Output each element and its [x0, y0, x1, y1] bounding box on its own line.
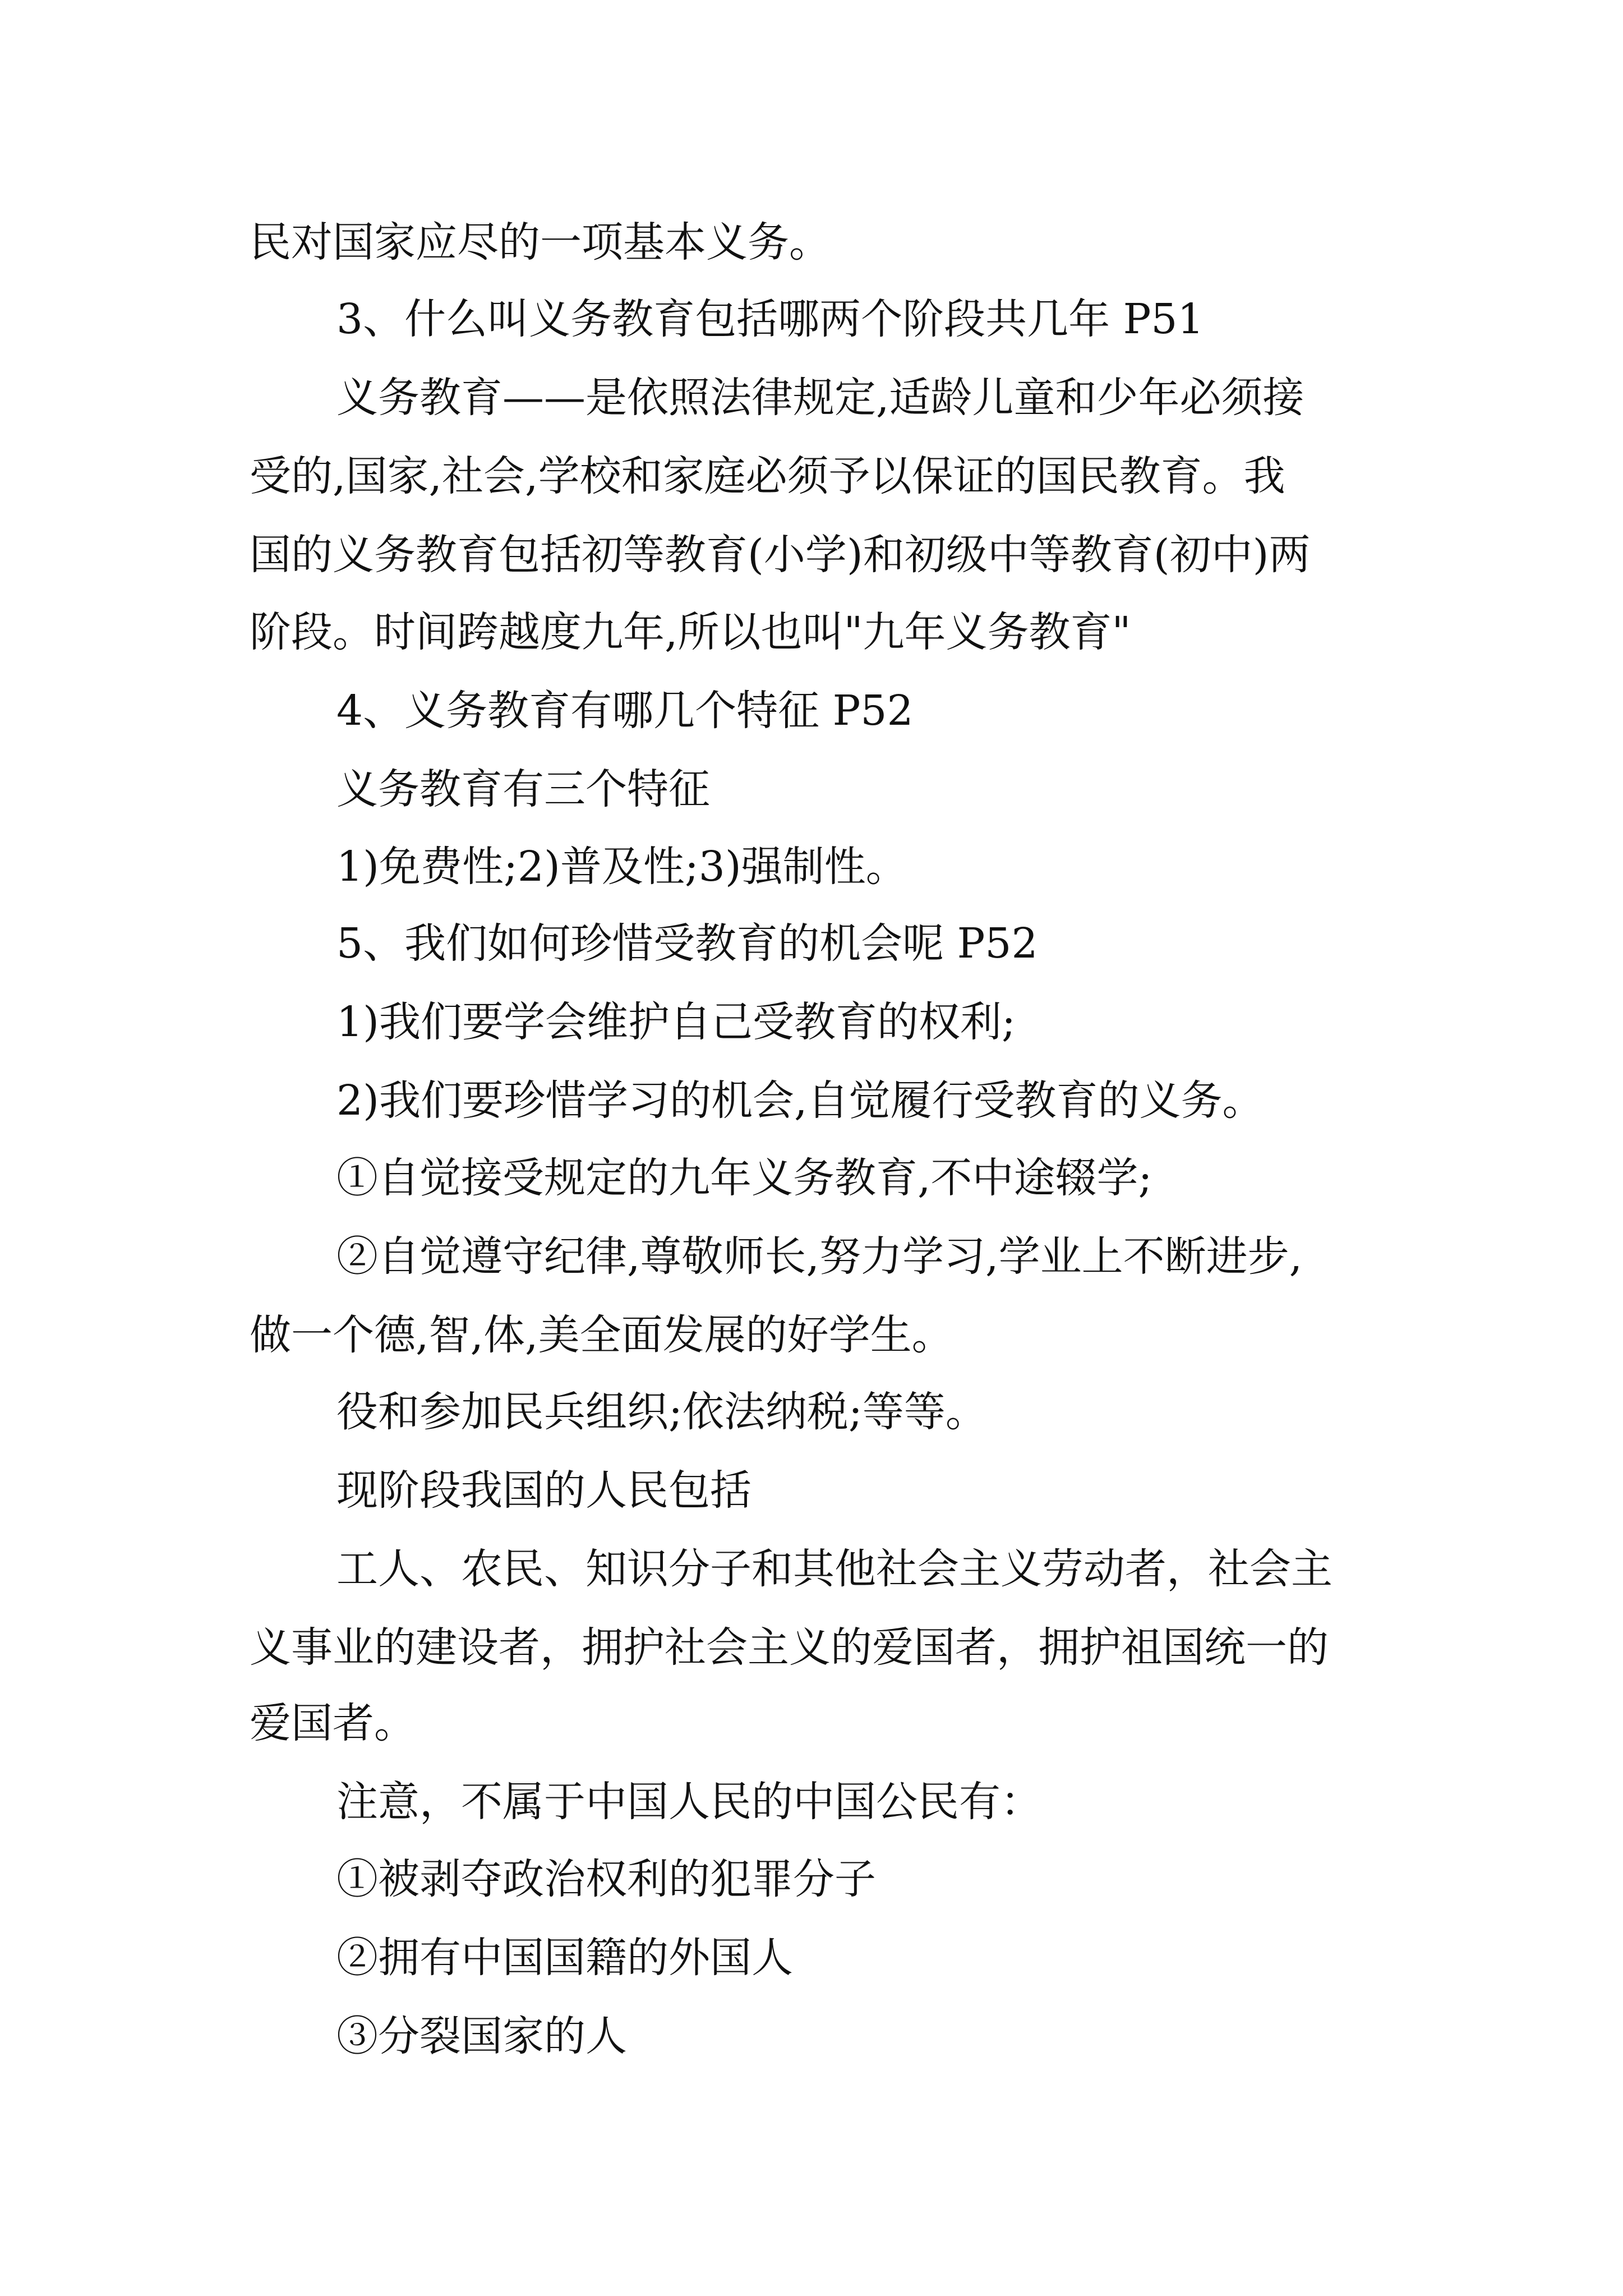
text-line: ①自觉接受规定的九年义务教育,不中途辍学; [336, 1154, 1152, 1202]
text-line: 义务教育有三个特征 [336, 765, 710, 813]
question-heading: 4、义务教育有哪几个特征 P52 [336, 687, 914, 735]
text-line: 注意，不属于中国人民的中国公民有： [336, 1778, 1042, 1826]
text-line: 工人、农民、知识分子和其他社会主义劳动者，社会主 [336, 1545, 1332, 1593]
question-heading: 3、什么叫义务教育包括哪两个阶段共几年 P51 [336, 295, 1204, 343]
text-line: 民对国家应尽的一项基本义务。 [250, 218, 831, 266]
question-heading: 5、我们如何珍惜受教育的机会呢 P52 [336, 919, 1038, 968]
list-item: ③分裂国家的人 [336, 2012, 627, 2060]
text-line: 2)我们要珍惜学习的机会,自觉履行受教育的义务。 [336, 1076, 1264, 1125]
text-line: 受的,国家,社会,学校和家庭必须予以保证的国民教育。我 [250, 452, 1285, 500]
list-item: ②拥有中国国籍的外国人 [336, 1934, 793, 1982]
text-line: 役和参加民兵组织;依法纳税;等等。 [336, 1388, 987, 1436]
text-line: 义事业的建设者，拥护社会主义的爱国者，拥护祖国统一的 [250, 1623, 1329, 1672]
text-line: 1)我们要学会维护自己受教育的权利; [336, 998, 1016, 1046]
list-item: ①被剥夺政治权利的犯罪分子 [336, 1855, 876, 1903]
text-line: 阶段。时间跨越度九年,所以也叫"九年义务教育" [250, 608, 1131, 656]
text-line: 现阶段我国的人民包括 [336, 1466, 751, 1515]
text-line: 义务教育——是依照法律规定,适龄儿童和少年必须接 [336, 374, 1304, 422]
text-line: 做一个德,智,体,美全面发展的好学生。 [250, 1311, 953, 1359]
text-line: ②自觉遵守纪律,尊敬师长,努力学习,学业上不断进步, [336, 1232, 1303, 1281]
text-line: 爱国者。 [250, 1699, 416, 1747]
text-line: 1)免费性;2)普及性;3)强制性。 [336, 843, 907, 891]
text-line: 国的义务教育包括初等教育(小学)和初级中等教育(初中)两 [250, 531, 1311, 579]
